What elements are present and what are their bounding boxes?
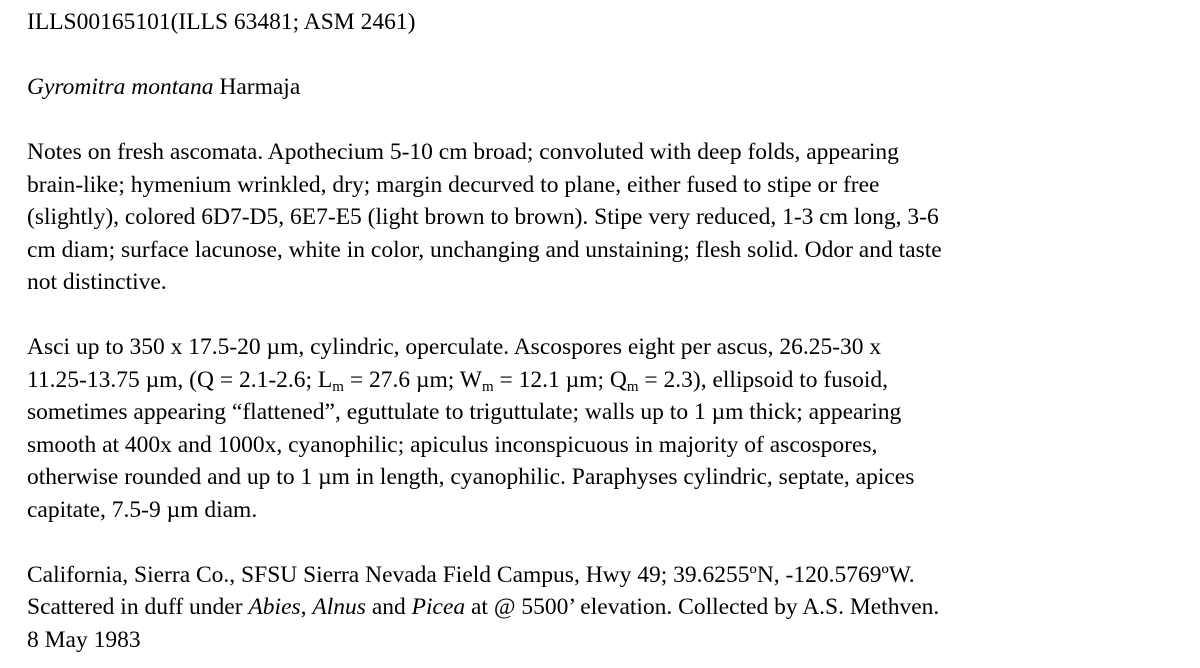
micro-line: sometimes appearing “flattened”, eguttulate to triguttulate; walls up to 1 µm thick; appearing bbox=[27, 399, 902, 425]
collection-date: 8 May 1983 bbox=[27, 626, 141, 653]
taxon-author: Harmaja bbox=[219, 74, 301, 100]
taxon-name bbox=[27, 71, 1187, 104]
collection-locality: California, Sierra Co., SFSU Sierra Nevada Field Campus, Hwy 49; 39.6255ºN, -120.5769ºW. bbox=[27, 561, 915, 588]
genus-alnus: Alnus bbox=[312, 594, 366, 620]
collection-paragraph bbox=[27, 559, 1187, 657]
notes-line: not distinctive. bbox=[27, 269, 167, 295]
micro-line: Asci up to 350 x 17.5-20 µm, cylindric, operculate. Ascospores eight per ascus, 26.25-30 x bbox=[27, 334, 882, 360]
notes-line: brain-like; hymenium wrinkled, dry; margin decurved to plane, either fused to stipe or free bbox=[27, 171, 880, 198]
micro-text: = 12.1 µm; Q bbox=[493, 366, 627, 393]
document-body bbox=[27, 6, 1187, 656]
paragraph-gap bbox=[27, 39, 1187, 72]
taxon-binomial: Gyromitra montana bbox=[27, 74, 214, 100]
habitat-text: and bbox=[365, 594, 412, 620]
micro-text: = 2.3), ellipsoid to fusoid, bbox=[638, 366, 889, 393]
micro-line-measurements bbox=[27, 364, 1187, 397]
notes-line: cm diam; surface lacunose, white in color, unchanging and unstaining; flesh solid. Odor and taste bbox=[27, 236, 942, 263]
paragraph-gap bbox=[27, 299, 1187, 332]
macro-notes-paragraph bbox=[27, 136, 1187, 299]
micro-line: otherwise rounded and up to 1 µm in length, cyanophilic. Paraphyses cylindric, septate, apices bbox=[27, 464, 915, 490]
subscript: m bbox=[332, 378, 344, 395]
paragraph-gap bbox=[27, 526, 1187, 559]
collection-habitat bbox=[27, 591, 1187, 624]
habitat-text: at @ 5500’ elevation. Collected by A.S. Methven. bbox=[465, 594, 940, 620]
specimen-id: ILLS00165101(ILLS 63481; ASM 2461) bbox=[27, 9, 416, 35]
micro-text: 11.25-13.75 µm, (Q = 2.1-2.6; L bbox=[27, 366, 333, 393]
habitat-text: , bbox=[300, 594, 313, 620]
habitat-text: Scattered in duff under bbox=[27, 594, 249, 620]
micro-line: capitate, 7.5-9 µm diam. bbox=[27, 496, 258, 523]
micro-line: smooth at 400x and 1000x, cyanophilic; apiculus inconspicuous in majority of ascospores, bbox=[27, 431, 878, 458]
micro-notes-paragraph bbox=[27, 331, 1187, 526]
notes-line: (slightly), colored 6D7-D5, 6E7-E5 (light brown to brown). Stipe very reduced, 1-3 cm long, 3-6 bbox=[27, 204, 939, 230]
notes-line: Notes on fresh ascomata. Apothecium 5-10 cm broad; convoluted with deep folds, appearing bbox=[27, 139, 899, 165]
subscript: m bbox=[481, 378, 494, 395]
subscript: m bbox=[626, 378, 639, 395]
paragraph-gap bbox=[27, 104, 1187, 137]
micro-text: = 27.6 µm; W bbox=[343, 366, 482, 393]
genus-abies: Abies bbox=[248, 594, 301, 620]
genus-picea: Picea bbox=[411, 594, 466, 620]
